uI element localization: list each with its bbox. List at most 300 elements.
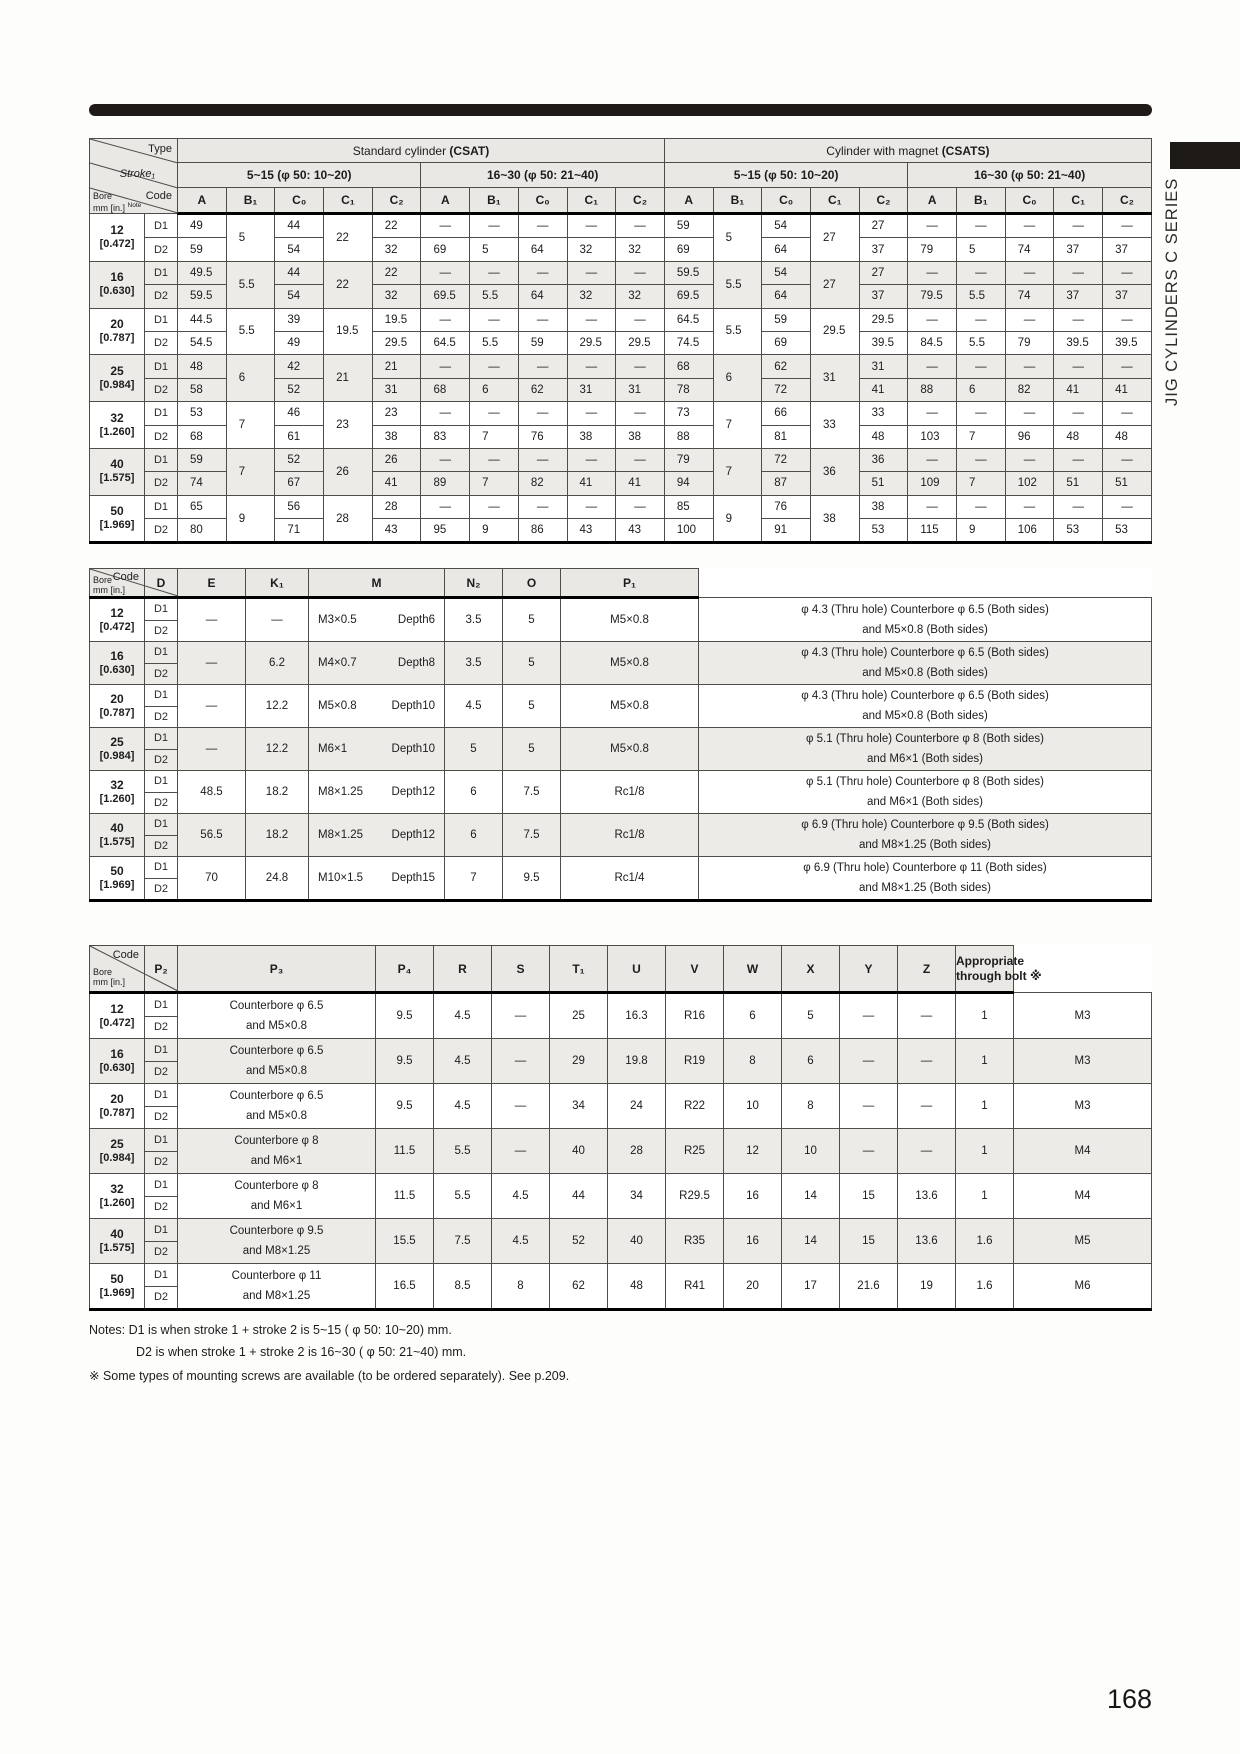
- dim-value: 20: [724, 1264, 782, 1310]
- dim-value: 3.5: [445, 642, 503, 685]
- dim-value: 37: [1103, 285, 1152, 308]
- dim-value: 54.5: [178, 331, 227, 354]
- dim-value: —: [1005, 448, 1054, 471]
- column-header: B₁: [713, 187, 762, 213]
- dim-value: 7.5: [503, 771, 561, 814]
- thread-depth: Depth12: [391, 786, 435, 798]
- dim-value: M5: [1014, 1219, 1152, 1264]
- dim-value: 7.5: [503, 814, 561, 857]
- dim-value: 9: [226, 495, 275, 543]
- dim-value: —: [470, 402, 519, 425]
- dim-value: 81: [762, 425, 811, 448]
- dim-value: 70: [178, 857, 246, 901]
- thread-size: M10×1.5: [318, 872, 364, 884]
- dim-value: —: [567, 355, 616, 378]
- bore-inch: [0.984]: [99, 749, 135, 762]
- dim-value: 6: [226, 355, 275, 402]
- dim-value: 9.5: [376, 993, 434, 1039]
- dim-value: 5.5: [434, 1174, 492, 1219]
- dim-value: 37: [1054, 285, 1103, 308]
- thread-size: M8×1.25: [318, 786, 364, 798]
- column-header: C₁: [567, 187, 616, 213]
- dim-value: —: [1054, 355, 1103, 378]
- bore-mm: 40: [110, 820, 124, 835]
- table-corner-header: [90, 569, 145, 598]
- dim-value: 27: [859, 261, 908, 284]
- code-header-label: Code: [112, 949, 139, 961]
- dim-value: 38: [372, 425, 421, 448]
- dim-value: Rc1/4: [561, 857, 699, 901]
- note-line-2: D2 is when stroke 1 + stroke 2 is 16~30 ( φ 50: 21~40) mm.: [136, 1344, 467, 1359]
- dim-value: 28: [372, 495, 421, 518]
- column-header: C₂: [616, 187, 665, 213]
- bore-inch: [1.969]: [99, 878, 135, 891]
- bore-mm: 20: [110, 317, 124, 332]
- dim-value: 6: [445, 814, 503, 857]
- bore-inch: [1.969]: [99, 1286, 135, 1299]
- dim-value: 5: [957, 238, 1006, 261]
- column-header: P₂: [145, 946, 178, 993]
- column-header: B₁: [470, 187, 519, 213]
- bolt-header-line: Appropriate: [956, 953, 1025, 968]
- stroke-range-header: 16~30 (φ 50: 21~40): [421, 163, 664, 187]
- dim-value: 38: [567, 425, 616, 448]
- dim-value: 80: [178, 519, 227, 543]
- bore-label: [90, 598, 145, 642]
- bore-inch: [1.575]: [99, 1241, 135, 1254]
- code-header-label: Code: [112, 571, 139, 583]
- dim-value: 17: [782, 1264, 840, 1310]
- dim-value: 56: [275, 495, 324, 518]
- dim-value: —: [178, 642, 246, 685]
- dim-value: 68: [664, 355, 713, 378]
- dim-value: 29.5: [567, 331, 616, 354]
- dim-value: 44: [275, 214, 324, 238]
- dim-value: 29: [550, 1039, 608, 1084]
- code-cell: D1: [145, 1084, 178, 1107]
- dim-value: 48.5: [178, 771, 246, 814]
- thread-depth: Depth10: [391, 700, 435, 712]
- counterbore-spec-line: and M8×1.25: [242, 1290, 311, 1302]
- dim-value: 94: [664, 472, 713, 495]
- dim-value: 48: [859, 425, 908, 448]
- bore-mm: 25: [110, 1136, 124, 1151]
- dim-value: M3: [1014, 1084, 1152, 1129]
- bore-label: [90, 728, 145, 771]
- port-spec-cell: [699, 814, 1152, 857]
- dim-value: —: [616, 355, 665, 378]
- dim-value: 8: [782, 1084, 840, 1129]
- dim-value: 32: [616, 285, 665, 308]
- dim-value: 38: [616, 425, 665, 448]
- dim-value: 52: [275, 378, 324, 401]
- dim-value: —: [898, 1129, 956, 1174]
- bore-mm: 12: [110, 605, 124, 620]
- dim-value: 7: [470, 425, 519, 448]
- dim-value: 51: [859, 472, 908, 495]
- dim-value: 5.5: [957, 285, 1006, 308]
- thread-size: M5×0.8: [318, 700, 357, 712]
- dim-value: 11.5: [376, 1174, 434, 1219]
- dim-value: —: [908, 308, 957, 331]
- dim-value: —: [1054, 495, 1103, 518]
- dim-value: —: [421, 448, 470, 471]
- bore-mm: 12: [110, 223, 124, 238]
- dim-value: 79: [1005, 331, 1054, 354]
- code-cell: D2: [145, 706, 178, 728]
- dim-value: 59: [518, 331, 567, 354]
- bore-mm: 16: [110, 648, 124, 663]
- bolt-header-line: through bolt ※: [956, 968, 1042, 983]
- dim-value: —: [957, 355, 1006, 378]
- column-header: C₂: [1103, 187, 1152, 213]
- dim-value: 74: [178, 472, 227, 495]
- code-cell: D2: [145, 1286, 178, 1310]
- dim-value: 72: [762, 448, 811, 471]
- thread-depth: Depth8: [397, 657, 435, 669]
- dim-value: —: [518, 214, 567, 238]
- dim-value: 39.5: [1103, 331, 1152, 354]
- dim-value: 22: [372, 214, 421, 238]
- dim-value: 6: [713, 355, 762, 402]
- thread-spec-cell: [309, 642, 445, 685]
- port-spec-line: φ 5.1 (Thru hole) Counterbore φ 8 (Both sides): [806, 776, 1044, 788]
- dim-value: 18.2: [246, 814, 309, 857]
- column-header: E: [178, 569, 246, 598]
- dim-value: R19: [666, 1039, 724, 1084]
- bore-label: [90, 308, 145, 355]
- counterbore-spec-cell: [178, 1129, 376, 1174]
- dim-value: 36: [859, 448, 908, 471]
- dim-value: 9.5: [376, 1084, 434, 1129]
- dim-value: 59.5: [664, 261, 713, 284]
- port-spec-cell: [699, 857, 1152, 901]
- note-line-1: Notes: D1 is when stroke 1 + stroke 2 is 5~15 ( φ 50: 10~20) mm.: [89, 1323, 452, 1337]
- code-cell: D2: [145, 378, 178, 401]
- dim-value: 10: [782, 1129, 840, 1174]
- dim-value: 5: [470, 238, 519, 261]
- dim-value: 36: [810, 448, 859, 495]
- dim-value: 4.5: [434, 1039, 492, 1084]
- code-cell: D2: [145, 1241, 178, 1264]
- dim-value: 5.5: [470, 331, 519, 354]
- dim-value: —: [908, 448, 957, 471]
- counterbore-spec-cell: [178, 1264, 376, 1310]
- dim-value: 15.5: [376, 1219, 434, 1264]
- column-header: B₁: [957, 187, 1006, 213]
- dim-value: 43: [616, 519, 665, 543]
- bore-label: [90, 1039, 145, 1084]
- dim-value: —: [492, 1129, 550, 1174]
- counterbore-spec-line: and M5×0.8: [245, 1020, 308, 1032]
- port-spec-line: and M6×1 (Both sides): [866, 753, 984, 765]
- counterbore-spec-cell: [178, 1039, 376, 1084]
- dim-value: —: [957, 402, 1006, 425]
- note-line-3: ※ Some types of mounting screws are available (to be ordered separately). See p.209.: [89, 1369, 570, 1383]
- dim-value: 54: [762, 261, 811, 284]
- dim-value: 37: [1054, 238, 1103, 261]
- dim-value: 4.5: [492, 1174, 550, 1219]
- dim-value: 31: [859, 355, 908, 378]
- port-spec-cell: [699, 771, 1152, 814]
- column-header: A: [664, 187, 713, 213]
- dim-value: 51: [1103, 472, 1152, 495]
- column-header-through-bolt: [956, 946, 1042, 993]
- dim-value: 31: [616, 378, 665, 401]
- dim-value: —: [616, 308, 665, 331]
- dim-value: —: [616, 448, 665, 471]
- bore-label: [90, 495, 145, 543]
- code-cell: D1: [145, 261, 178, 284]
- dim-value: 7: [713, 448, 762, 495]
- thread-spec-cell: [309, 857, 445, 901]
- dim-value: 41: [1103, 378, 1152, 401]
- dim-value: —: [957, 448, 1006, 471]
- dim-value: 29.5: [372, 331, 421, 354]
- dim-value: —: [898, 1039, 956, 1084]
- counterbore-spec-cell: [178, 1219, 376, 1264]
- dim-value: M5×0.8: [561, 685, 699, 728]
- dim-value: 48: [1103, 425, 1152, 448]
- table-corner-header: [90, 139, 178, 214]
- dim-value: —: [567, 214, 616, 238]
- bore-mm: 20: [110, 1091, 124, 1106]
- thread-spec-cell: [309, 728, 445, 771]
- dim-value: 5.5: [226, 308, 275, 355]
- dim-value: 44.5: [178, 308, 227, 331]
- counterbore-spec-line: Counterbore φ 6.5: [229, 1000, 324, 1012]
- dim-value: 42: [275, 355, 324, 378]
- dim-value: 11.5: [376, 1129, 434, 1174]
- dim-value: M5×0.8: [561, 642, 699, 685]
- column-header: V: [666, 946, 724, 993]
- dim-value: 79: [908, 238, 957, 261]
- dim-value: —: [1054, 214, 1103, 238]
- dim-value: 26: [324, 448, 373, 495]
- dim-value: 37: [859, 285, 908, 308]
- dim-value: M5×0.8: [561, 598, 699, 642]
- code-cell: D1: [145, 1264, 178, 1287]
- bore-label: [90, 1084, 145, 1129]
- column-header: T₁: [550, 946, 608, 993]
- dim-value: 5.5: [434, 1129, 492, 1174]
- dim-value: 6.2: [246, 642, 309, 685]
- table-corner-header: [90, 946, 145, 993]
- bore-inch: [0.787]: [99, 1106, 135, 1119]
- counterbore-spec-line: Counterbore φ 8: [234, 1135, 319, 1147]
- dim-value: 61: [275, 425, 324, 448]
- dim-value: 12: [724, 1129, 782, 1174]
- bore-inch: [1.969]: [99, 519, 135, 532]
- dim-value: 13.6: [898, 1219, 956, 1264]
- dim-value: —: [518, 402, 567, 425]
- bore-label: [90, 402, 145, 449]
- type-code: (CSATS): [941, 143, 990, 158]
- dim-value: 64: [762, 238, 811, 261]
- dim-value: 37: [859, 238, 908, 261]
- dim-value: 41: [616, 472, 665, 495]
- bore-mm: 25: [110, 734, 124, 749]
- dim-value: 102: [1005, 472, 1054, 495]
- dim-value: R41: [666, 1264, 724, 1310]
- dim-value: —: [616, 402, 665, 425]
- dim-value: —: [1103, 261, 1152, 284]
- bore-label: [90, 1129, 145, 1174]
- dim-value: 5: [445, 728, 503, 771]
- bore-mm: 50: [110, 863, 124, 878]
- dim-value: R16: [666, 993, 724, 1039]
- bore-mm: 25: [110, 363, 124, 378]
- dim-value: —: [518, 355, 567, 378]
- dim-value: —: [421, 402, 470, 425]
- dim-value: 7: [470, 472, 519, 495]
- dim-value: 19.8: [608, 1039, 666, 1084]
- dim-value: 69: [421, 238, 470, 261]
- dim-value: 16: [724, 1174, 782, 1219]
- bore-inch: [0.984]: [99, 1151, 135, 1164]
- code-cell: D2: [145, 792, 178, 814]
- dim-value: —: [908, 495, 957, 518]
- column-header: P₄: [376, 946, 434, 993]
- dim-value: —: [470, 261, 519, 284]
- code-cell: D1: [145, 1039, 178, 1062]
- dim-value: 43: [567, 519, 616, 543]
- dim-value: 106: [1005, 519, 1054, 543]
- column-header: C₂: [372, 187, 421, 213]
- dim-value: 68: [421, 378, 470, 401]
- thread-depth: Depth6: [397, 614, 435, 626]
- column-header: R: [434, 946, 492, 993]
- type-name: Standard cylinder: [352, 143, 450, 158]
- dim-value: —: [1054, 308, 1103, 331]
- dim-value: 69: [762, 331, 811, 354]
- dim-value: —: [1005, 495, 1054, 518]
- type-code: (CSAT): [449, 143, 490, 158]
- dim-value: —: [908, 214, 957, 238]
- dim-value: 100: [664, 519, 713, 543]
- dim-value: 22: [372, 261, 421, 284]
- dim-value: 28: [324, 495, 373, 543]
- dim-value: 7.5: [434, 1219, 492, 1264]
- dim-value: R25: [666, 1129, 724, 1174]
- dim-value: 29.5: [616, 331, 665, 354]
- dim-value: 10: [724, 1084, 782, 1129]
- dim-value: 5: [503, 642, 561, 685]
- dim-value: —: [567, 402, 616, 425]
- dim-value: 5.5: [957, 331, 1006, 354]
- dim-value: —: [518, 495, 567, 518]
- counterbore-spec-cell: [178, 1174, 376, 1219]
- dim-value: 64.5: [664, 308, 713, 331]
- dim-value: 5: [503, 598, 561, 642]
- dim-value: 53: [859, 519, 908, 543]
- port-spec-line: and M5×0.8 (Both sides): [862, 667, 988, 679]
- dim-value: 8: [492, 1264, 550, 1310]
- dim-value: 4.5: [492, 1219, 550, 1264]
- dim-value: —: [957, 495, 1006, 518]
- dim-value: 76: [518, 425, 567, 448]
- counterbore-spec-line: Counterbore φ 6.5: [229, 1045, 324, 1057]
- dim-value: 41: [567, 472, 616, 495]
- dim-value: 5: [782, 993, 840, 1039]
- dim-value: 28: [608, 1129, 666, 1174]
- thread-size: M3×0.5: [318, 614, 357, 626]
- column-header: D: [145, 569, 178, 598]
- type-header-label: Type: [148, 143, 172, 155]
- dim-value: 5.5: [713, 261, 762, 308]
- dim-value: 43: [372, 519, 421, 543]
- bore-inch: [0.630]: [99, 1061, 135, 1074]
- column-header: W: [724, 946, 782, 993]
- dim-value: —: [840, 1084, 898, 1129]
- dim-value: 7: [713, 402, 762, 449]
- column-header: C₀: [518, 187, 567, 213]
- bore-inch: [1.575]: [99, 472, 135, 485]
- dim-value: 41: [859, 378, 908, 401]
- code-cell: D1: [145, 355, 178, 378]
- dim-value: 95: [421, 519, 470, 543]
- dim-value: 82: [1005, 378, 1054, 401]
- dim-value: 29.5: [810, 308, 859, 355]
- dim-value: 53: [1103, 519, 1152, 543]
- section-index-tab: [1170, 142, 1240, 169]
- dim-value: 16: [724, 1219, 782, 1264]
- column-header: B₁: [226, 187, 275, 213]
- dim-value: —: [421, 495, 470, 518]
- dim-value: 9.5: [376, 1039, 434, 1084]
- code-cell: D1: [145, 598, 178, 621]
- dim-value: 4.5: [434, 993, 492, 1039]
- dim-value: 88: [908, 378, 957, 401]
- dim-value: 64: [518, 238, 567, 261]
- dim-value: —: [1103, 402, 1152, 425]
- column-header: P₃: [178, 946, 376, 993]
- counterbore-spec-line: Counterbore φ 8: [234, 1180, 319, 1192]
- dim-value: —: [957, 261, 1006, 284]
- dim-value: 13.6: [898, 1174, 956, 1219]
- dim-value: 32: [616, 238, 665, 261]
- dim-value: 5.5: [713, 308, 762, 355]
- dim-value: —: [470, 214, 519, 238]
- dim-value: 103: [908, 425, 957, 448]
- port-spec-cell: [699, 728, 1152, 771]
- dim-value: —: [908, 402, 957, 425]
- dim-value: —: [567, 308, 616, 331]
- dim-value: 86: [518, 519, 567, 543]
- dim-value: 1: [956, 1039, 1014, 1084]
- dim-value: R35: [666, 1219, 724, 1264]
- dim-value: M6: [1014, 1264, 1152, 1310]
- dim-value: —: [470, 308, 519, 331]
- column-header: X: [782, 946, 840, 993]
- dim-value: 7: [445, 857, 503, 901]
- dim-value: 74: [1005, 285, 1054, 308]
- counterbore-spec-line: and M5×0.8: [245, 1065, 308, 1077]
- dim-value: 62: [550, 1264, 608, 1310]
- dim-value: 8: [724, 1039, 782, 1084]
- dim-value: 39.5: [859, 331, 908, 354]
- bore-mm: 20: [110, 691, 124, 706]
- dim-value: 1: [956, 993, 1014, 1039]
- code-cell: D2: [145, 620, 178, 642]
- bore-label: [90, 857, 145, 901]
- dim-value: 21: [372, 355, 421, 378]
- dim-value: 24: [608, 1084, 666, 1129]
- dim-value: 9: [713, 495, 762, 543]
- dim-value: 6: [957, 378, 1006, 401]
- dim-value: 27: [810, 261, 859, 308]
- port-spec-line: φ 5.1 (Thru hole) Counterbore φ 8 (Both sides): [806, 733, 1044, 745]
